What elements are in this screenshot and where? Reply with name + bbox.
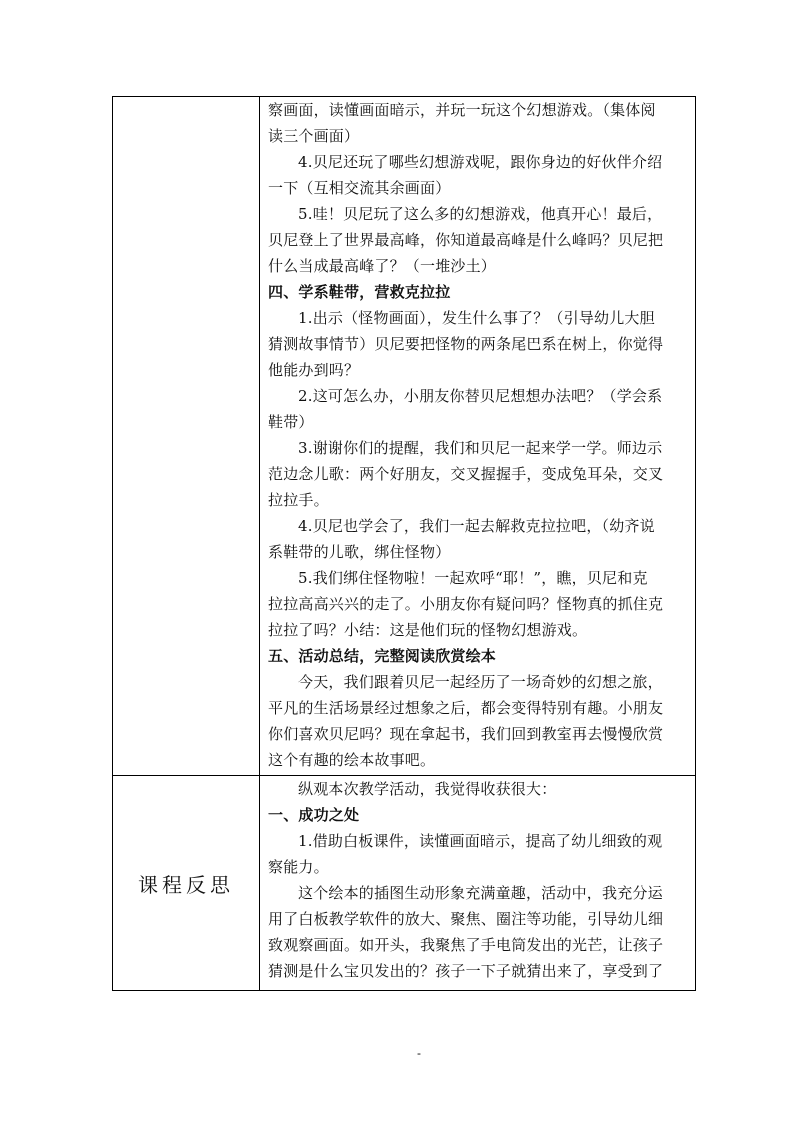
text-line: 拉拉高高兴兴的走了。小朋友你有疑问吗？怪物真的抓住克 — [268, 595, 664, 613]
text-line: 一下（互相交流其余画面） — [268, 179, 451, 197]
text-line: 这个有趣的绘本故事吧。 — [268, 751, 436, 769]
text-line: 读三个画面） — [268, 127, 360, 145]
text-line: 3.谢谢你们的提醒，我们和贝尼一起来学一学。师边示 — [298, 439, 663, 457]
row-label-reflection: 课程反思 — [113, 776, 260, 991]
text-line: 贝尼登上了世界最高峰，你知道最高峰是什么峰吗？贝尼把 — [268, 231, 664, 249]
text-line: 5.哇！贝尼玩了这么多的幻想游戏，他真开心！最后， — [298, 205, 663, 223]
text-line: 1.出示（怪物画面），发生什么事了？（引导幼儿大胆 — [298, 309, 655, 327]
text-line: 1.借助白板课件，读懂画面暗示，提高了幼儿细致的观 — [298, 832, 663, 850]
lesson-table — [112, 96, 696, 991]
section-heading: 五、活动总结，完整阅读欣赏绘本 — [268, 647, 497, 665]
text-line: 致观察画面。如开头，我聚焦了手电筒发出的光芒，让孩子 — [268, 936, 664, 954]
text-line: 系鞋带的儿歌，绑住怪物） — [268, 543, 451, 561]
row2-content-cell — [260, 776, 696, 991]
text-line: 纵观本次教学活动，我觉得收获很大： — [298, 780, 557, 798]
text-line: 察画面，读懂画面暗示，并玩一玩这个幻想游戏。（集体阅 — [268, 101, 656, 119]
table-row — [113, 97, 696, 776]
text-line: 猜测故事情节）贝尼要把怪物的两条尾巴系在树上，你觉得 — [268, 335, 664, 353]
text-line: 猜测是什么宝贝发出的？孩子一下子就猜出来了，享受到了 — [268, 962, 664, 980]
text-line: 4.贝尼也学会了，我们一起去解救克拉拉吧，（幼齐说 — [298, 517, 655, 535]
text-line: 平凡的生活场景经过想象之后，都会变得特别有趣。小朋友 — [268, 699, 664, 717]
text-line: 什么当成最高峰了？（一堆沙土） — [268, 257, 497, 275]
text-line: 4.贝尼还玩了哪些幻想游戏呢，跟你身边的好伙伴介绍 — [298, 153, 663, 171]
text-line: 拉拉手。 — [268, 491, 329, 509]
text-line: 察能力。 — [268, 858, 329, 876]
text-line: 这个绘本的插图生动形象充满童趣，活动中，我充分运 — [298, 884, 663, 902]
text-line: 你们喜欢贝尼吗？现在拿起书，我们回到教室再去慢慢欣赏 — [268, 725, 664, 743]
text-line: 他能办到吗？ — [268, 361, 360, 379]
text-line: 拉拉了吗？小结：这是他们玩的怪物幻想游戏。 — [268, 621, 588, 639]
text-line: 5.我们绑住怪物啦！一起欢呼“耶！”，瞧，贝尼和克 — [298, 569, 648, 587]
row1-content-cell — [260, 97, 696, 776]
table-row — [113, 776, 696, 991]
text-line: 用了白板教学软件的放大、聚焦、圈注等功能，引导幼儿细 — [268, 910, 664, 928]
text-line: 鞋带） — [268, 413, 314, 431]
text-line: 2.这可怎么办，小朋友你替贝尼想想办法吧？（学会系 — [298, 387, 663, 405]
text-line: 范边念儿歌：两个好朋友，交叉握握手，变成兔耳朵，交叉 — [268, 465, 664, 483]
section-heading: 一、成功之处 — [268, 806, 360, 824]
row1-left-cell — [113, 97, 260, 776]
text-line: 今天，我们跟着贝尼一起经历了一场奇妙的幻想之旅， — [298, 673, 663, 691]
page-number-mark: - — [417, 1046, 421, 1060]
section-heading: 四、学系鞋带，营救克拉拉 — [268, 283, 451, 301]
